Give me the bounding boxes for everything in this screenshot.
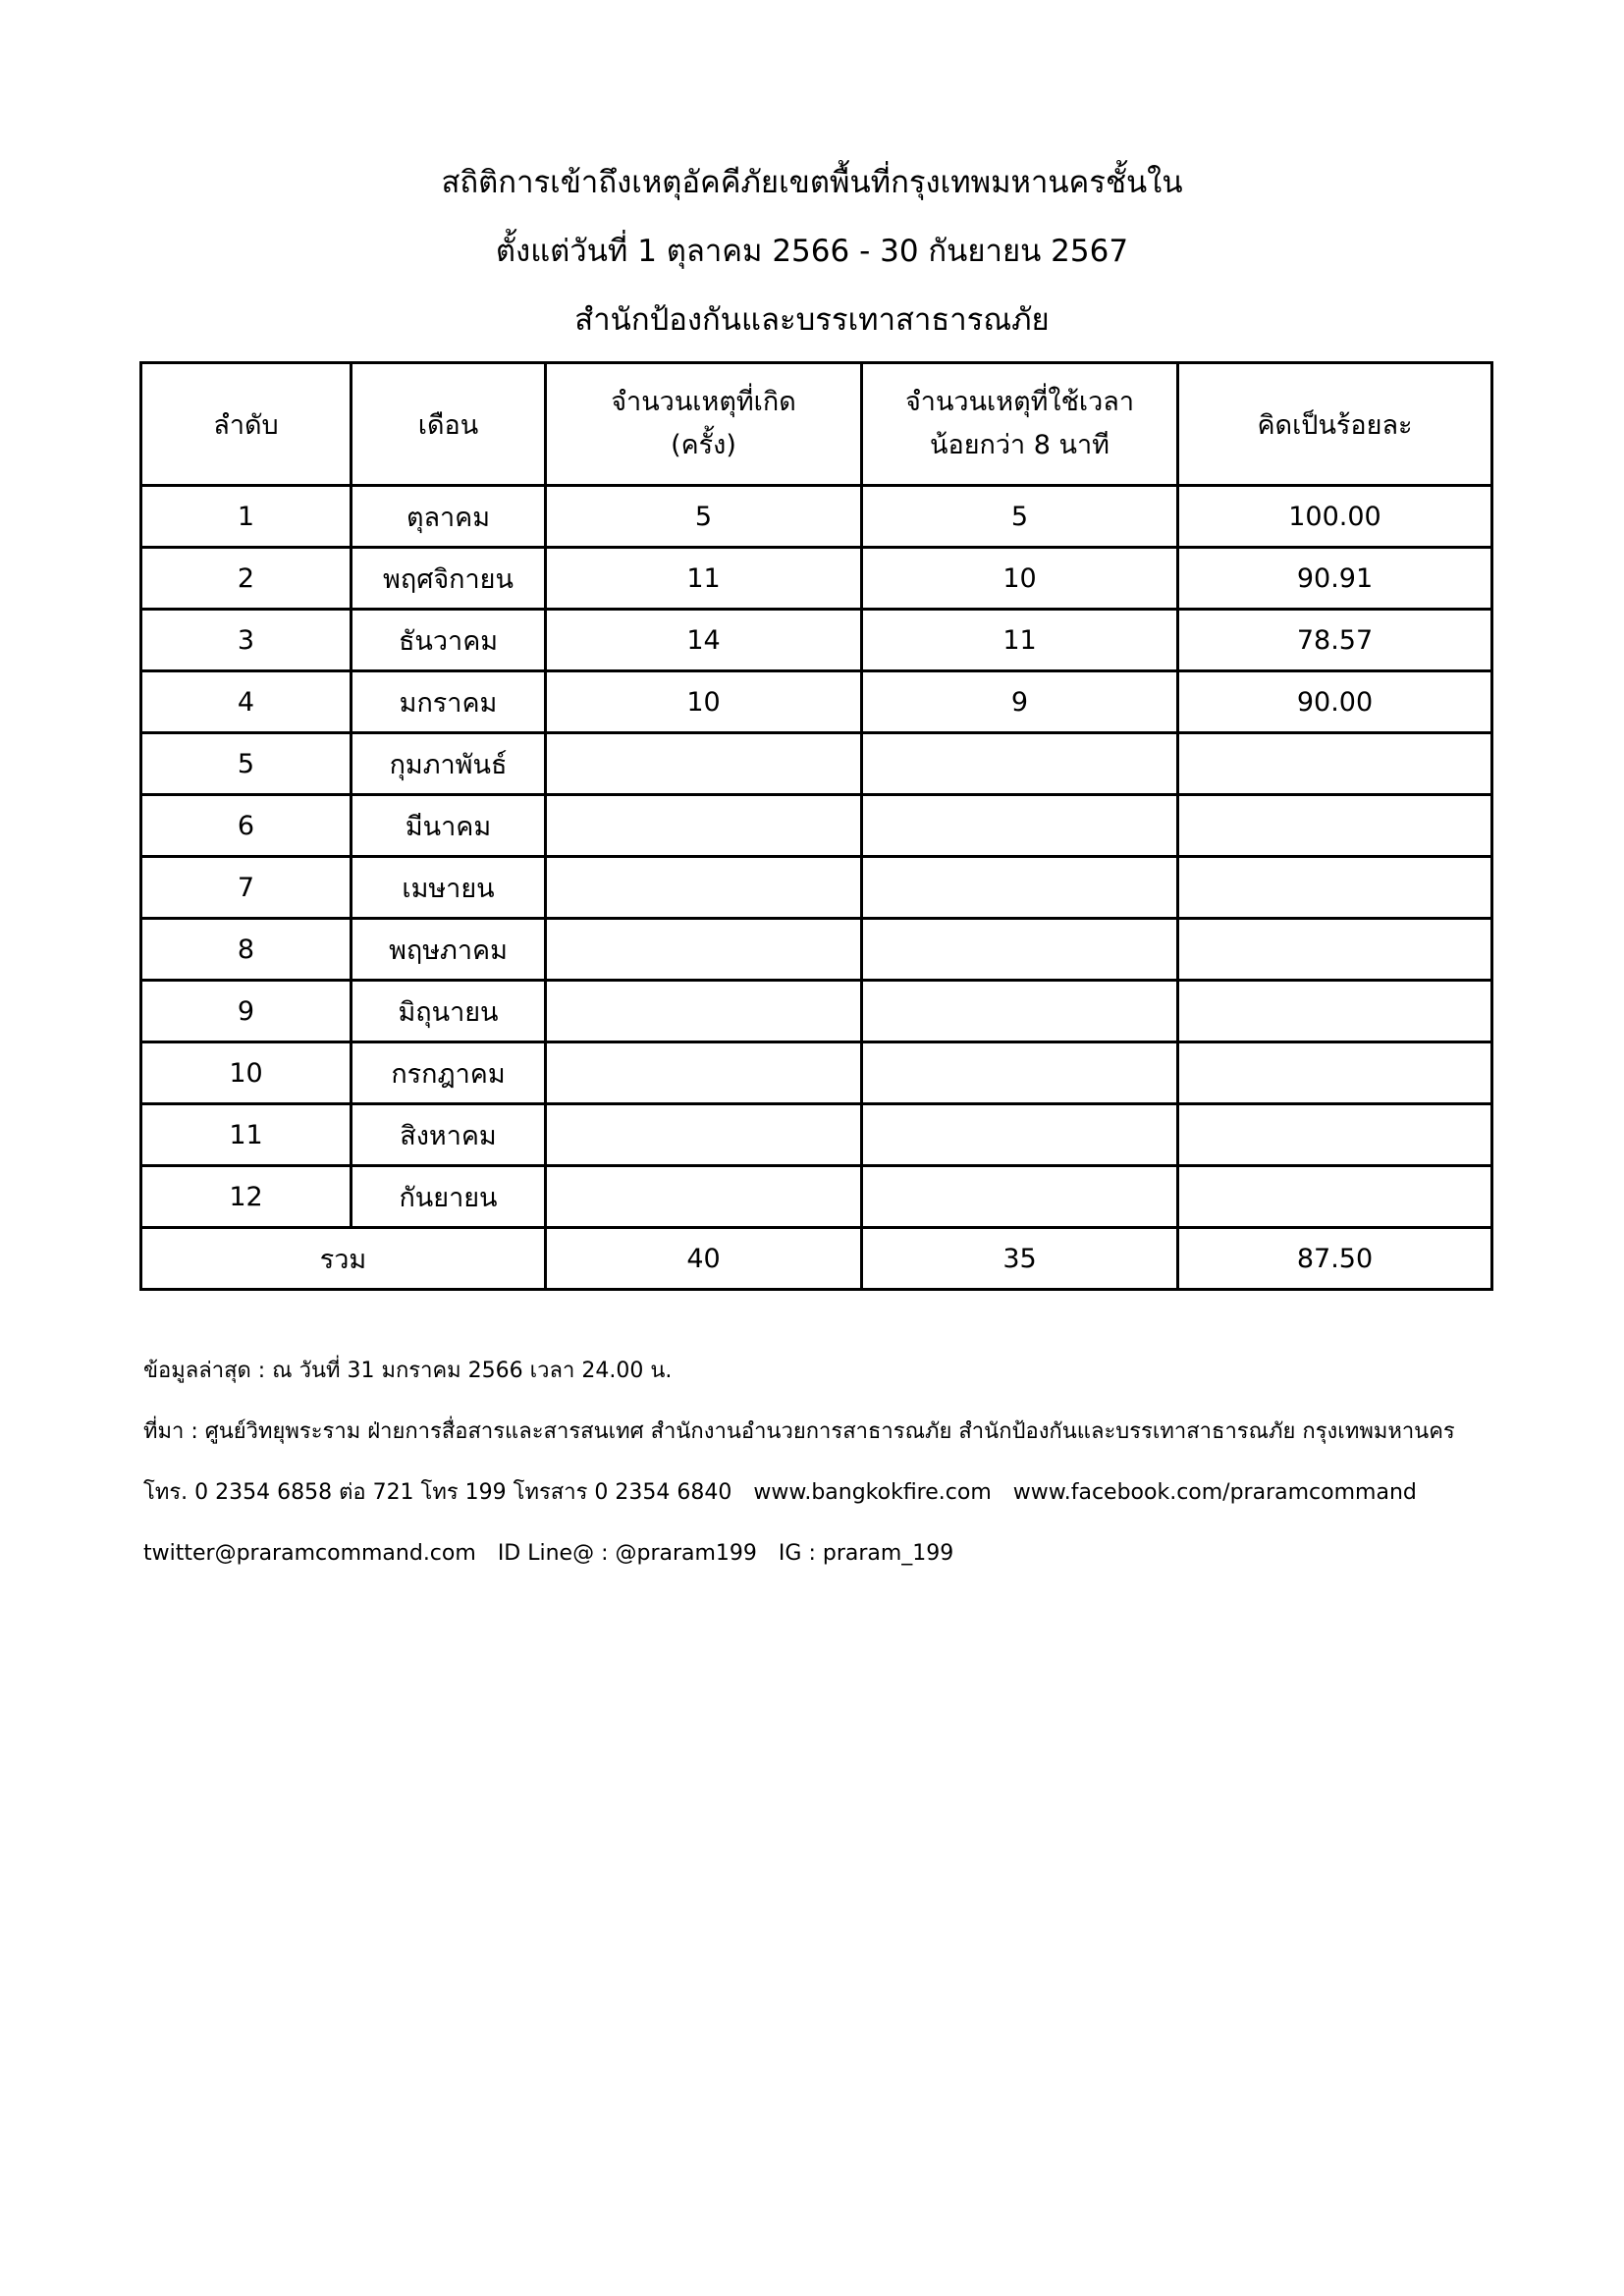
- total-under-8-min: 35: [862, 1228, 1178, 1290]
- cell-incidents: [546, 733, 862, 795]
- source-note: ที่มา : ศูนย์วิทยุพระราม ฝ่ายการสื่อสารและสารสนเทศ สำนักงานอำนวยการสาธารณภัย สำนักป้องกันและบรรเทาสาธารณภัย กรุงเทพมหานคร: [143, 1419, 1455, 1444]
- table-row: [141, 1166, 1492, 1228]
- cell-month: สิงหาคม: [352, 1104, 546, 1166]
- cell-month: กุมภาพันธ์: [352, 733, 546, 795]
- cell-no: 4: [141, 671, 352, 733]
- phone-numbers: โทร. 0 2354 6858 ต่อ 721 โทร 199 โทรสาร 0 2354 6840: [143, 1480, 732, 1505]
- cell-percent: [1178, 981, 1492, 1042]
- total-percent: 87.50: [1178, 1228, 1492, 1290]
- date-range: ตั้งแต่วันที่ 1 ตุลาคม 2566 - 30 กันยายน 2567: [495, 234, 1129, 269]
- cell-under-8-min: 10: [862, 548, 1178, 610]
- cell-incidents: [546, 1042, 862, 1104]
- line-id: ID Line@ : @praram199: [497, 1541, 757, 1566]
- cell-percent: 90.91: [1178, 548, 1492, 610]
- cell-under-8-min: [862, 981, 1178, 1042]
- cell-percent: [1178, 1104, 1492, 1166]
- cell-no: 11: [141, 1104, 352, 1166]
- cell-percent: 90.00: [1178, 671, 1492, 733]
- cell-month: ธันวาคม: [352, 610, 546, 671]
- cell-percent: [1178, 733, 1492, 795]
- cell-under-8-min: [862, 1042, 1178, 1104]
- cell-no: 10: [141, 1042, 352, 1104]
- cell-percent: 100.00: [1178, 486, 1492, 548]
- header-row: [141, 363, 1492, 486]
- organization-name: สำนักป้องกันและบรรเทาสาธารณภัย: [574, 302, 1050, 338]
- cell-under-8-min: [862, 857, 1178, 919]
- twitter-handle[interactable]: twitter@praramcommand.com: [143, 1541, 476, 1566]
- cell-no: 2: [141, 548, 352, 610]
- cell-month: ตุลาคม: [352, 486, 546, 548]
- cell-under-8-min: [862, 1166, 1178, 1228]
- cell-under-8-min: 11: [862, 610, 1178, 671]
- cell-incidents: 10: [546, 671, 862, 733]
- cell-incidents: 11: [546, 548, 862, 610]
- table-row: [141, 671, 1492, 733]
- cell-no: 12: [141, 1166, 352, 1228]
- col-header-no: ลำดับ: [141, 363, 352, 486]
- cell-no: 8: [141, 919, 352, 981]
- col-header-incidents: จำนวนเหตุที่เกิด (ครั้ง): [546, 363, 862, 486]
- cell-under-8-min: [862, 1104, 1178, 1166]
- cell-percent: [1178, 857, 1492, 919]
- cell-incidents: [546, 981, 862, 1042]
- table-row: [141, 1042, 1492, 1104]
- cell-no: 9: [141, 981, 352, 1042]
- cell-month: พฤษภาคม: [352, 919, 546, 981]
- cell-under-8-min: 9: [862, 671, 1178, 733]
- social-line: [143, 1539, 953, 1569]
- cell-under-8-min: [862, 919, 1178, 981]
- cell-month: มิถุนายน: [352, 981, 546, 1042]
- facebook-link[interactable]: www.facebook.com/praramcommand: [1012, 1480, 1417, 1505]
- cell-no: 5: [141, 733, 352, 795]
- cell-month: มกราคม: [352, 671, 546, 733]
- cell-under-8-min: [862, 795, 1178, 857]
- col-header-month: เดือน: [352, 363, 546, 486]
- cell-month: กันยายน: [352, 1166, 546, 1228]
- table-row: [141, 1104, 1492, 1166]
- cell-month: มีนาคม: [352, 795, 546, 857]
- cell-incidents: 14: [546, 610, 862, 671]
- table-row: [141, 919, 1492, 981]
- col-header-percent: คิดเป็นร้อยละ: [1178, 363, 1492, 486]
- cell-no: 6: [141, 795, 352, 857]
- cell-incidents: [546, 919, 862, 981]
- last-updated-note: ข้อมูลล่าสุด : ณ วันที่ 31 มกราคม 2566 เวลา 24.00 น.: [143, 1359, 673, 1383]
- table-row: [141, 981, 1492, 1042]
- col-header-under-8-min: จำนวนเหตุที่ใช้เวลา น้อยกว่า 8 นาที: [862, 363, 1178, 486]
- cell-percent: 78.57: [1178, 610, 1492, 671]
- cell-incidents: [546, 857, 862, 919]
- total-label: รวม: [141, 1228, 546, 1290]
- cell-percent: [1178, 1166, 1492, 1228]
- cell-no: 7: [141, 857, 352, 919]
- cell-incidents: [546, 795, 862, 857]
- statistics-table: [139, 361, 1493, 1291]
- page-title: สถิติการเข้าถึงเหตุอัคคีภัยเขตพื้นที่กรุงเทพมหานครชั้นใน: [441, 165, 1183, 200]
- table-row: [141, 857, 1492, 919]
- contact-line: [143, 1478, 1417, 1508]
- cell-no: 3: [141, 610, 352, 671]
- cell-under-8-min: 5: [862, 486, 1178, 548]
- table-row: [141, 610, 1492, 671]
- cell-incidents: 5: [546, 486, 862, 548]
- table-row: [141, 733, 1492, 795]
- table-row: [141, 486, 1492, 548]
- cell-no: 1: [141, 486, 352, 548]
- table-row: [141, 548, 1492, 610]
- table-row: [141, 795, 1492, 857]
- cell-month: เมษายน: [352, 857, 546, 919]
- cell-month: กรกฎาคม: [352, 1042, 546, 1104]
- cell-percent: [1178, 1042, 1492, 1104]
- cell-under-8-min: [862, 733, 1178, 795]
- instagram-handle: IG : praram_199: [778, 1541, 954, 1566]
- total-incidents: 40: [546, 1228, 862, 1290]
- total-row: [141, 1228, 1492, 1290]
- cell-percent: [1178, 919, 1492, 981]
- cell-percent: [1178, 795, 1492, 857]
- website-link[interactable]: www.bangkokfire.com: [753, 1480, 992, 1505]
- cell-incidents: [546, 1104, 862, 1166]
- cell-incidents: [546, 1166, 862, 1228]
- cell-month: พฤศจิกายน: [352, 548, 546, 610]
